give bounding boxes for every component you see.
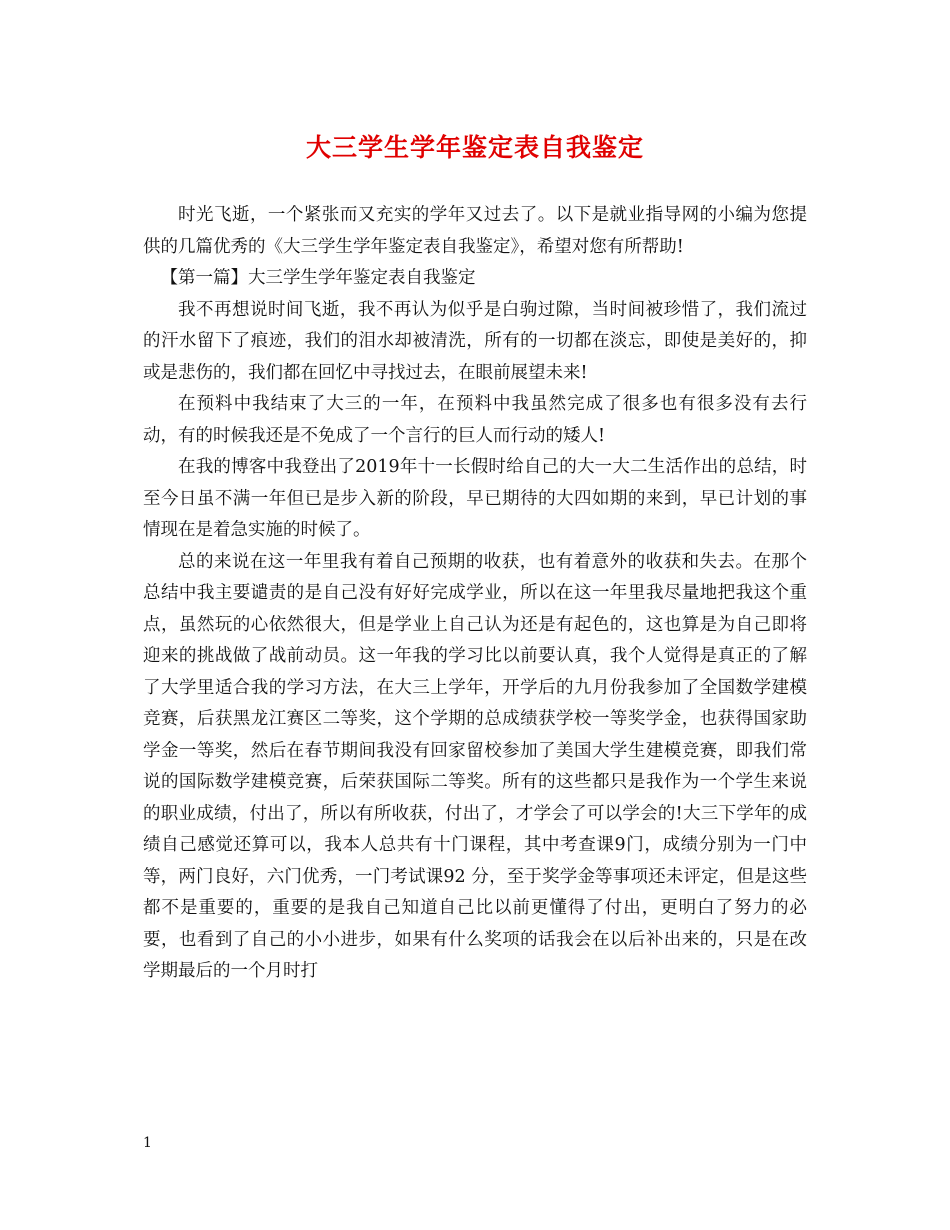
page-number: 1 [143, 1135, 152, 1151]
section-heading: 【第一篇】大三学生学年鉴定表自我鉴定 [160, 268, 476, 288]
paragraph: 在预料中我结束了大三的一年，在预料中我虽然完成了很多也有很多没有去行动，有的时候我还是不免成了一个言行的巨人而行动的矮人! [143, 394, 807, 446]
paragraph: 在我的博客中我登出了2019年十一长假时给自己的大一大二生活作出的总结，时至今日虽不满一年但已是步入新的阶段，早已期待的大四如期的来到，早已计划的事情现在是着急实施的时候了。 [143, 457, 807, 540]
body-text [143, 200, 807, 988]
paragraph: 总的来说在这一年里我有着自己预期的收获，也有着意外的收获和失去。在那个总结中我主要谴责的是自己没有好好完成学业，所以在这一年里我尽量地把我这个重点，虽然玩的心依然很大，但是学业上自己认为还是有起色的，这也算是为自己即将迎来的挑战做了战前动员。这一年我的学习比以前要认真，我个人觉得是真正的了解了大学里适合我的学习方法，在大三上学年，开学后的九月份我参加了全国数学建模竞赛，后获黑龙江赛区二等奖，这个学期的总成绩获学校一等奖学金，也获得国家助学金一等奖，然后在春节期间我没有回家留校参加了美国大学生建模竞赛，即我们常说的国际数学建模竞赛，后荣获国际二等奖。所有的这些都只是我作为一个学生来说的职业成绩，付出了，所以有所收获，付出了，才学会了可以学会的!大三下学年的成绩自己感觉还算可以，我本人总共有十门课程，其中考查课9门，成绩分别为一门中等，两门良好，六门优秀，一门考试课92 分，至于奖学金等事项还未评定，但是这些都不是重要的，重要的是我自己知道自己比以前更懂得了付出，更明白了努力的必要，也看到了自己的小小进步，如果有什么奖项的话我会在以后补出来的，只是在改学期最后的一个月时打 [143, 551, 807, 981]
paragraph: 我不再想说时间飞逝，我不再认为似乎是白驹过隙，当时间被珍惜了，我们流过的汗水留下了痕迹，我们的泪水却被清洗，所有的一切都在淡忘，即使是美好的，抑或是悲伤的，我们都在回忆中寻找过去，在眼前展望未来! [143, 299, 807, 383]
paragraph-intro: 时光飞逝，一个紧张而又充实的学年又过去了。以下是就业指导网的小编为您提供的几篇优秀的《大三学生学年鉴定表自我鉴定》，希望对您有所帮助! [143, 205, 807, 257]
page-title: 大三学生学年鉴定表自我鉴定 [305, 133, 644, 162]
